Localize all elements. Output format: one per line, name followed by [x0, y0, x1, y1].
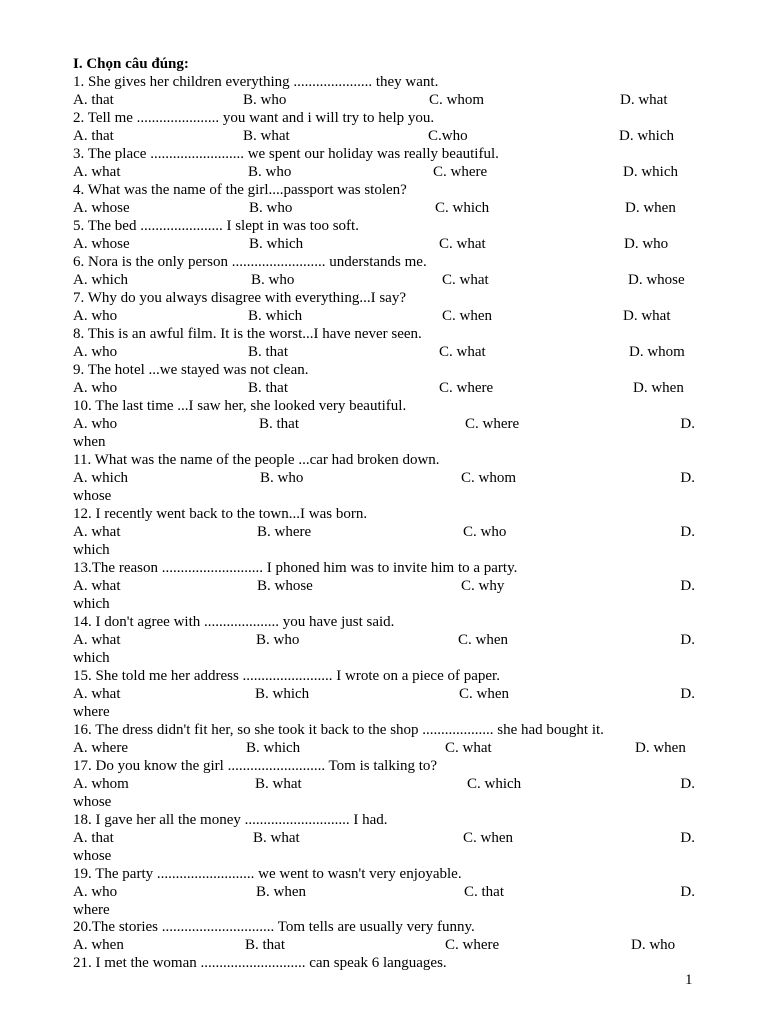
question-8-options [73, 343, 695, 361]
q16-option-d: D. when [635, 740, 686, 756]
q10-option-d: D. [680, 416, 695, 432]
q14-option-b: B. who [256, 632, 300, 648]
q10-option-c: C. where [465, 416, 520, 432]
q2-option-a: A. that [73, 128, 114, 144]
q18-option-b: B. what [253, 830, 300, 846]
q5-option-d: D. who [624, 236, 669, 252]
question-7-options [73, 307, 695, 325]
question-11-options [73, 469, 695, 487]
q8-option-b: B. that [248, 344, 288, 360]
q13-option-c: C. why [461, 578, 505, 594]
q13-option-d-wrap: which [73, 596, 110, 612]
q17-option-c: C. which [467, 776, 522, 792]
q13-option-d: D. [680, 578, 695, 594]
question-5-options [73, 235, 695, 253]
q5-option-b: B. which [249, 236, 304, 252]
question-7-text: 7. Why do you always disagree with everything...I say? [73, 290, 406, 306]
q12-option-b: B. where [257, 524, 312, 540]
q10-option-a: A. who [73, 416, 118, 432]
question-4-options [73, 199, 695, 217]
q1-option-b: B. who [243, 92, 287, 108]
q9-option-a: A. who [73, 380, 118, 396]
q10-option-d-wrap: when [73, 434, 106, 450]
question-5-text: 5. The bed ...................... I slept in was too soft. [73, 218, 359, 234]
q19-option-b: B. when [256, 884, 306, 900]
question-2-text: 2. Tell me ...................... you want and i will try to help you. [73, 110, 435, 126]
question-6-options [73, 271, 695, 289]
q19-option-d: D. [680, 884, 695, 900]
question-18-text: 18. I gave her all the money ............................ I had. [73, 812, 388, 828]
question-2-options [73, 127, 695, 145]
question-4-text: 4. What was the name of the girl....passport was stolen? [73, 182, 407, 198]
q10-option-b: B. that [259, 416, 299, 432]
q5-option-c: C. what [439, 236, 486, 252]
q15-option-b: B. which [255, 686, 310, 702]
question-14-text: 14. I don't agree with .................... you have just said. [73, 614, 395, 630]
question-19-text: 19. The party .......................... we went to wasn't very enjoyable. [73, 866, 462, 882]
question-3-options [73, 163, 695, 181]
q4-option-d: D. when [625, 200, 676, 216]
q1-option-d: D. what [620, 92, 668, 108]
q14-option-c: C. when [458, 632, 508, 648]
q8-option-c: C. what [439, 344, 486, 360]
q15-option-a: A. what [73, 686, 121, 702]
q3-option-c: C. where [433, 164, 488, 180]
q17-option-d: D. [680, 776, 695, 792]
q16-option-c: C. what [445, 740, 492, 756]
q5-option-a: A. whose [73, 236, 130, 252]
question-1-options [73, 91, 695, 109]
q12-option-c: C. who [463, 524, 507, 540]
q20-option-d: D. who [631, 937, 676, 953]
question-19-options [73, 883, 695, 901]
question-9-options [73, 379, 695, 397]
q15-option-d: D. [680, 686, 695, 702]
q11-option-d-wrap: whose [73, 488, 112, 504]
q7-option-d: D. what [623, 308, 671, 324]
q19-option-d-wrap: where [73, 902, 110, 918]
question-3-text: 3. The place ......................... we spent our holiday was really beautiful. [73, 146, 499, 162]
q20-option-c: C. where [445, 937, 500, 953]
question-14-options [73, 631, 695, 649]
q13-option-b: B. whose [257, 578, 313, 594]
question-11-text: 11. What was the name of the people ...car had broken down. [73, 452, 440, 468]
q18-option-a: A. that [73, 830, 114, 846]
q15-option-d-wrap: where [73, 704, 110, 720]
q11-option-c: C. whom [461, 470, 517, 486]
question-8-text: 8. This is an awful film. It is the worst...I have never seen. [73, 326, 422, 342]
q4-option-c: C. which [435, 200, 490, 216]
q2-option-c: C.who [428, 128, 468, 144]
q11-option-a: A. which [73, 470, 128, 486]
q16-option-a: A. where [73, 740, 128, 756]
q3-option-a: A. what [73, 164, 121, 180]
q12-option-d: D. [680, 524, 695, 540]
q18-option-c: C. when [463, 830, 513, 846]
question-12-text: 12. I recently went back to the town...I was born. [73, 506, 368, 522]
question-17-options [73, 775, 695, 793]
q15-option-c: C. when [459, 686, 509, 702]
question-12-options [73, 523, 695, 541]
q12-option-d-wrap: which [73, 542, 110, 558]
q9-option-d: D. when [633, 380, 684, 396]
question-16-options [73, 739, 695, 757]
q19-option-a: A. who [73, 884, 118, 900]
question-20-text: 20.The stories .............................. Tom tells are usually very funny. [73, 919, 475, 935]
question-13-options [73, 577, 695, 595]
question-6-text: 6. Nora is the only person ......................... understands me. [73, 254, 427, 270]
q11-option-d: D. [680, 470, 695, 486]
q7-option-b: B. which [248, 308, 303, 324]
question-20-options [73, 936, 695, 954]
q6-option-b: B. who [251, 272, 295, 288]
q3-option-b: B. who [248, 164, 292, 180]
question-17-text: 17. Do you know the girl .......................... Tom is talking to? [73, 758, 438, 774]
question-15-options [73, 685, 695, 703]
question-21-text: 21. I met the woman ............................ can speak 6 languages. [73, 955, 447, 971]
q6-option-d: D. whose [628, 272, 685, 288]
q9-option-b: B. that [248, 380, 288, 396]
q18-option-d-wrap: whose [73, 848, 112, 864]
q1-option-a: A. that [73, 92, 114, 108]
q7-option-a: A. who [73, 308, 118, 324]
section-title: I. Chọn câu đúng: [73, 56, 189, 72]
question-1-text: 1. She gives her children everything ..................... they want. [73, 74, 439, 90]
page-number: 1 [685, 972, 693, 988]
question-13-text: 13.The reason ........................... I phoned him was to invite him to a party. [73, 560, 518, 576]
q18-option-d: D. [680, 830, 695, 846]
q2-option-d: D. which [619, 128, 674, 144]
q19-option-c: C. that [464, 884, 504, 900]
q4-option-a: A. whose [73, 200, 130, 216]
question-16-text: 16. The dress didn't fit her, so she took it back to the shop ................... she had bought it. [73, 722, 604, 738]
q20-option-a: A. when [73, 937, 124, 953]
question-9-text: 9. The hotel ...we stayed was not clean. [73, 362, 309, 378]
q8-option-a: A. who [73, 344, 118, 360]
question-10-options [73, 415, 695, 433]
q14-option-a: A. what [73, 632, 121, 648]
q3-option-d: D. which [623, 164, 678, 180]
q16-option-b: B. which [246, 740, 301, 756]
q2-option-b: B. what [243, 128, 290, 144]
q4-option-b: B. who [249, 200, 293, 216]
q6-option-a: A. which [73, 272, 128, 288]
q20-option-b: B. that [245, 937, 285, 953]
q9-option-c: C. where [439, 380, 494, 396]
question-10-text: 10. The last time ...I saw her, she looked very beautiful. [73, 398, 407, 414]
q14-option-d-wrap: which [73, 650, 110, 666]
q17-option-d-wrap: whose [73, 794, 112, 810]
q17-option-b: B. what [255, 776, 302, 792]
q17-option-a: A. whom [73, 776, 129, 792]
question-18-options [73, 829, 695, 847]
q12-option-a: A. what [73, 524, 121, 540]
q14-option-d: D. [680, 632, 695, 648]
q11-option-b: B. who [260, 470, 304, 486]
q13-option-a: A. what [73, 578, 121, 594]
q8-option-d: D. whom [629, 344, 685, 360]
question-15-text: 15. She told me her address ........................ I wrote on a piece of paper. [73, 668, 500, 684]
q6-option-c: C. what [442, 272, 489, 288]
q1-option-c: C. whom [429, 92, 485, 108]
q7-option-c: C. when [442, 308, 492, 324]
